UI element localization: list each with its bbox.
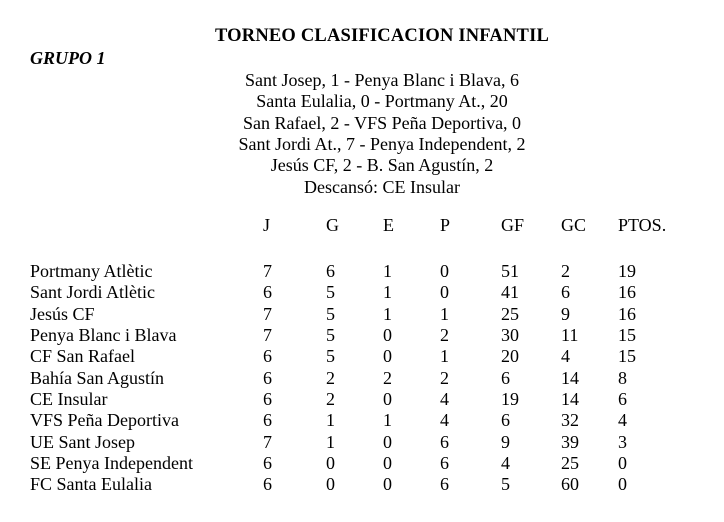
stat-cell: 2 bbox=[561, 261, 570, 281]
stat-cell: 2 bbox=[326, 388, 335, 409]
stat-cell: 7 bbox=[263, 324, 272, 345]
stat-cell: 7 bbox=[263, 431, 272, 452]
stat-cell: 19 bbox=[501, 388, 519, 409]
stat-cell: 6 bbox=[440, 452, 449, 473]
stat-cell: 2 bbox=[440, 367, 449, 388]
team-name: Sant Jordi Atlètic bbox=[30, 282, 155, 303]
stat-cell: 6 bbox=[618, 388, 627, 409]
stat-cell: 2 bbox=[326, 367, 335, 388]
match-result-line: San Rafael, 2 - VFS Peña Deportiva, 0 bbox=[242, 112, 522, 133]
stat-cell: 6 bbox=[263, 474, 272, 495]
team-name: Bahía San Agustín bbox=[30, 367, 164, 388]
stat-cell: 6 bbox=[263, 452, 272, 473]
stat-cell: 16 bbox=[618, 282, 636, 303]
stat-cell: 0 bbox=[383, 346, 392, 367]
stat-cell: 0 bbox=[326, 474, 335, 495]
stat-cell: 1 bbox=[383, 410, 392, 431]
team-name: UE Sant Josep bbox=[30, 431, 135, 452]
stat-cell: 1 bbox=[383, 261, 392, 281]
stat-cell: 14 bbox=[561, 388, 579, 409]
stat-cell: 6 bbox=[263, 282, 272, 303]
stat-cell: 5 bbox=[326, 282, 335, 303]
column-header: P bbox=[440, 215, 451, 235]
stat-cell: 0 bbox=[383, 474, 392, 495]
stat-cell: 7 bbox=[263, 303, 272, 324]
stat-cell: 0 bbox=[383, 431, 392, 452]
column-header: GC bbox=[561, 215, 587, 235]
stat-cell: 6 bbox=[263, 410, 272, 431]
column-header: GF bbox=[501, 215, 525, 235]
stat-cell: 32 bbox=[561, 410, 579, 431]
stat-cell: 4 bbox=[440, 410, 449, 431]
standings-table bbox=[30, 261, 724, 496]
team-name: SE Penya Independent bbox=[30, 452, 193, 473]
stat-cell: 0 bbox=[383, 324, 392, 345]
stat-cell: 6 bbox=[326, 261, 335, 281]
stat-cell: 20 bbox=[501, 346, 519, 367]
stat-cell: 5 bbox=[326, 346, 335, 367]
stat-cell: 6 bbox=[263, 388, 272, 409]
stat-cell: 4 bbox=[561, 346, 570, 367]
stat-cell: 6 bbox=[263, 346, 272, 367]
team-name: Penya Blanc i Blava bbox=[30, 324, 177, 345]
match-result-line: Santa Eulalia, 0 - Portmany At., 20 bbox=[256, 91, 508, 112]
column-header: J bbox=[263, 215, 271, 235]
stat-cell: 14 bbox=[561, 367, 579, 388]
stat-cell: 6 bbox=[263, 367, 272, 388]
stat-cell: 0 bbox=[440, 261, 449, 281]
stat-cell: 4 bbox=[501, 452, 510, 473]
stat-cell: 7 bbox=[263, 261, 272, 281]
team-name: FC Santa Eulalia bbox=[30, 474, 152, 495]
team-name: VFS Peña Deportiva bbox=[30, 410, 179, 431]
stat-cell: 15 bbox=[618, 346, 636, 367]
stat-cell: 1 bbox=[326, 431, 335, 452]
stat-cell: 9 bbox=[561, 303, 570, 324]
stat-cell: 6 bbox=[440, 474, 449, 495]
stat-cell: 19 bbox=[618, 261, 636, 281]
stat-cell: 8 bbox=[618, 367, 627, 388]
stat-cell: 3 bbox=[618, 431, 627, 452]
stat-cell: 2 bbox=[440, 324, 449, 345]
stat-cell: 11 bbox=[561, 324, 579, 345]
match-result-line: Descansó: CE Insular bbox=[304, 176, 460, 197]
stat-cell: 39 bbox=[561, 431, 579, 452]
stat-cell: 5 bbox=[326, 324, 335, 345]
match-result-line: Sant Jordi At., 7 - Penya Independent, 2 bbox=[238, 133, 526, 154]
stat-cell: 16 bbox=[618, 303, 636, 324]
stat-cell: 41 bbox=[501, 282, 519, 303]
stat-cell: 25 bbox=[561, 452, 579, 473]
header-spacer-cell bbox=[30, 215, 263, 236]
stat-cell: 15 bbox=[618, 324, 636, 345]
stat-cell: 9 bbox=[501, 431, 510, 452]
column-header: PTOS. bbox=[618, 215, 667, 235]
stat-cell: 1 bbox=[383, 303, 392, 324]
stat-cell: 0 bbox=[326, 452, 335, 473]
stat-cell: 2 bbox=[383, 367, 392, 388]
stat-cell: 4 bbox=[440, 388, 449, 409]
stat-cell: 0 bbox=[383, 388, 392, 409]
column-header: E bbox=[383, 215, 394, 235]
match-result-line: Jesús CF, 2 - B. San Agustín, 2 bbox=[270, 155, 494, 176]
standings-header-row bbox=[30, 215, 724, 236]
stat-cell: 6 bbox=[440, 431, 449, 452]
stat-cell: 0 bbox=[618, 474, 627, 495]
stat-cell: 60 bbox=[561, 474, 579, 495]
stat-cell: 51 bbox=[501, 261, 519, 281]
stat-cell: 0 bbox=[440, 282, 449, 303]
team-name: CF San Rafael bbox=[30, 346, 135, 367]
team-name: Portmany Atlètic bbox=[30, 261, 153, 281]
match-result-line: Sant Josep, 1 - Penya Blanc i Blava, 6 bbox=[245, 70, 519, 90]
stat-cell: 0 bbox=[383, 452, 392, 473]
stat-cell: 5 bbox=[326, 303, 335, 324]
stat-cell: 25 bbox=[501, 303, 519, 324]
page-title: TORNEO CLASIFICACION INFANTIL bbox=[214, 26, 550, 46]
stat-cell: 5 bbox=[501, 474, 510, 495]
group-label: GRUPO 1 bbox=[30, 48, 106, 68]
stat-cell: 6 bbox=[561, 282, 570, 303]
stat-cell: 1 bbox=[383, 282, 392, 303]
stat-cell: 4 bbox=[618, 410, 627, 431]
stat-cell: 1 bbox=[326, 410, 335, 431]
team-name: Jesús CF bbox=[30, 303, 95, 324]
stat-cell: 6 bbox=[501, 410, 510, 431]
results-list bbox=[40, 70, 724, 198]
team-name: CE Insular bbox=[30, 388, 108, 409]
column-header: G bbox=[326, 215, 339, 235]
stat-cell: 0 bbox=[618, 452, 627, 473]
stat-cell: 1 bbox=[440, 346, 449, 367]
stat-cell: 6 bbox=[501, 367, 510, 388]
stat-cell: 30 bbox=[501, 324, 519, 345]
stat-cell: 1 bbox=[440, 303, 449, 324]
